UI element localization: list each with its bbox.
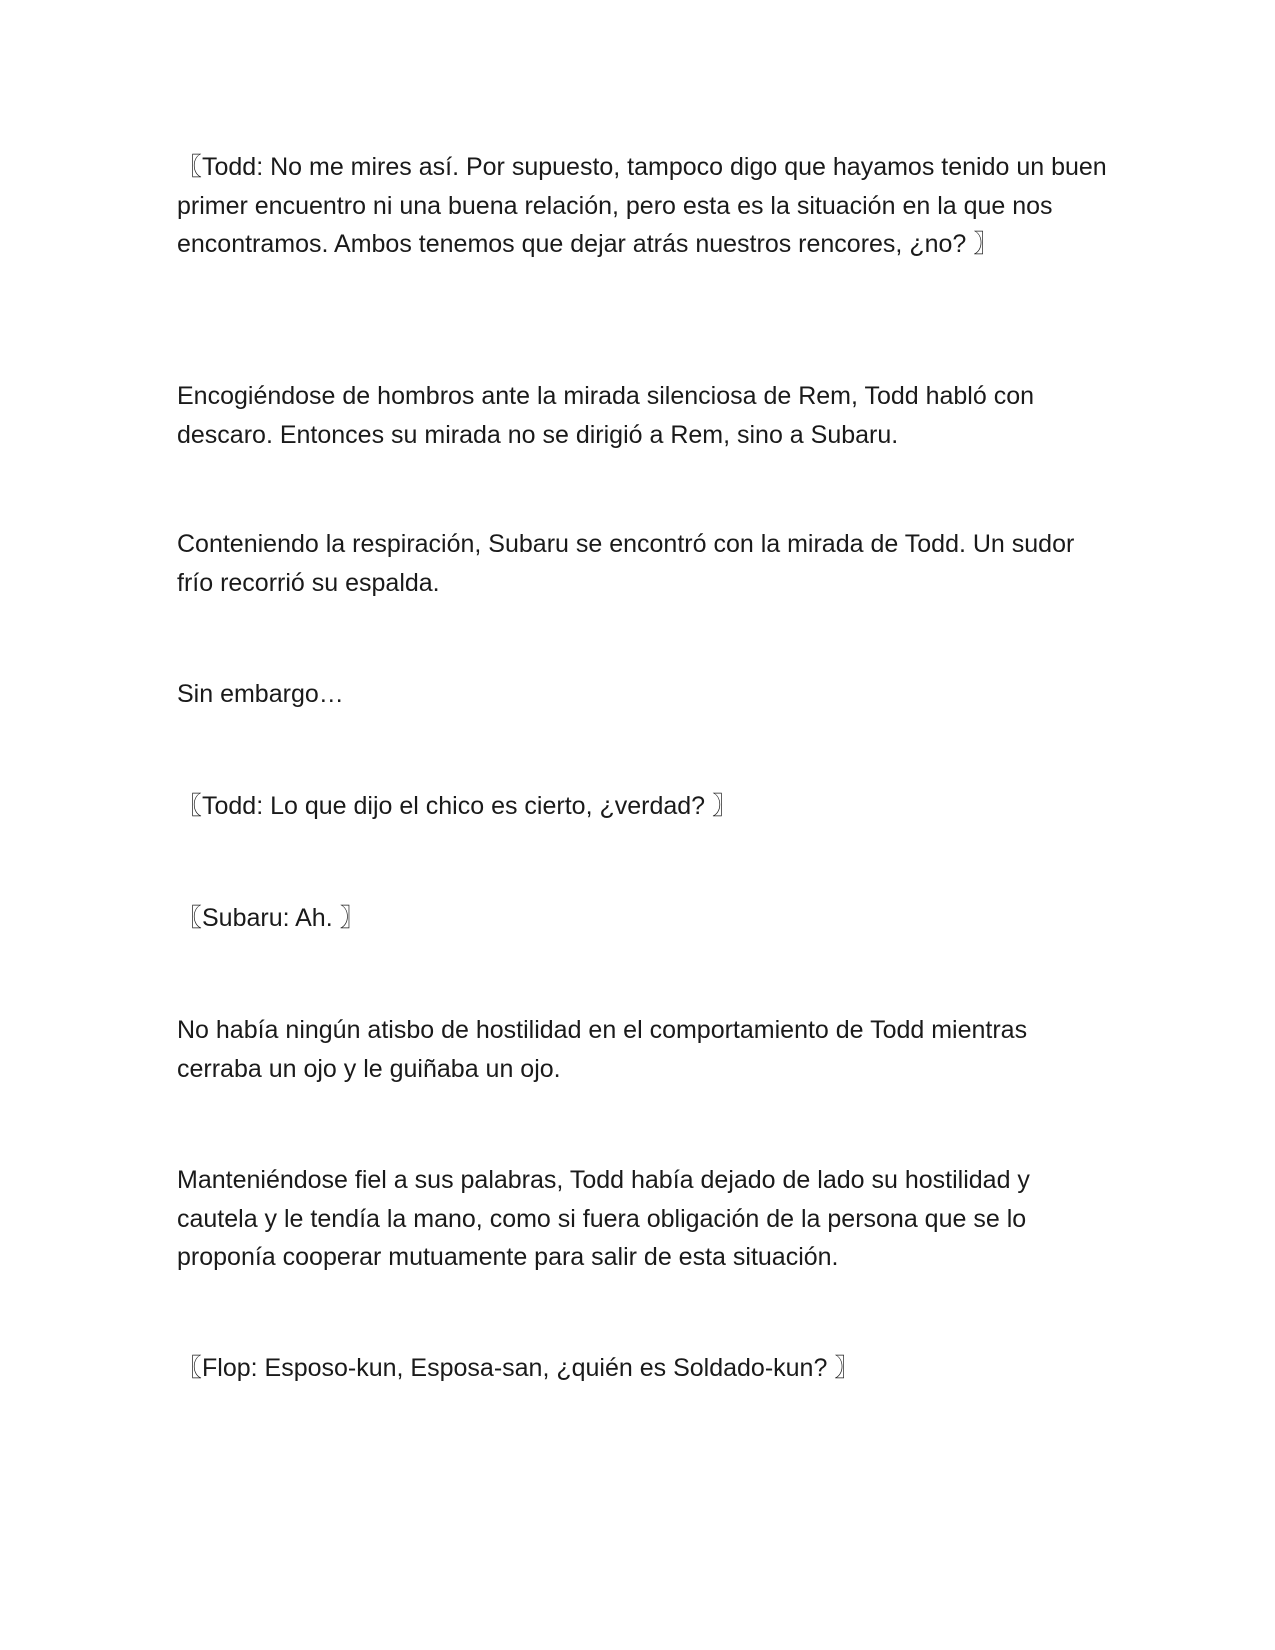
- paragraph-narration-5: Manteniéndose fiel a sus palabras, Todd había dejado de lado su hostilidad y cautela y le tendía la mano, como si fuera obligación de la persona que se lo proponía cooperar mutuamente para salir de esta situación.: [177, 1166, 1037, 1271]
- paragraph-todd-dialogue-1: 〖Todd: No me mires así. Por supuesto, tampoco digo que hayamos tenido un buen primer encuentro ni una buena relación, pero esta es la situación en la que nos encontramos. Ambos tenemos que dejar atrás nuestros rencores, ¿no? 〗: [177, 153, 1114, 258]
- paragraph-narration-1: Encogiéndose de hombros ante la mirada silenciosa de Rem, Todd habló con descaro. Entonces su mirada no se dirigió a Rem, sino a Subaru.: [177, 382, 1041, 449]
- paragraph-todd-dialogue-2: 〖Todd: Lo que dijo el chico es cierto, ¿verdad? 〗: [177, 792, 738, 820]
- paragraph-flop-dialogue: 〖Flop: Esposo-kun, Esposa-san, ¿quién es Soldado-kun? 〗: [177, 1354, 860, 1382]
- paragraph-narration-3: Sin embargo…: [177, 680, 344, 708]
- paragraph-narration-4: No había ningún atisbo de hostilidad en el comportamiento de Todd mientras cerraba un ojo y le guiñaba un ojo.: [177, 1016, 1035, 1083]
- paragraph-narration-2: Conteniendo la respiración, Subaru se encontró con la mirada de Todd. Un sudor frío recorrió su espalda.: [177, 530, 1082, 597]
- paragraph-subaru-dialogue: 〖Subaru: Ah. 〗: [177, 904, 365, 932]
